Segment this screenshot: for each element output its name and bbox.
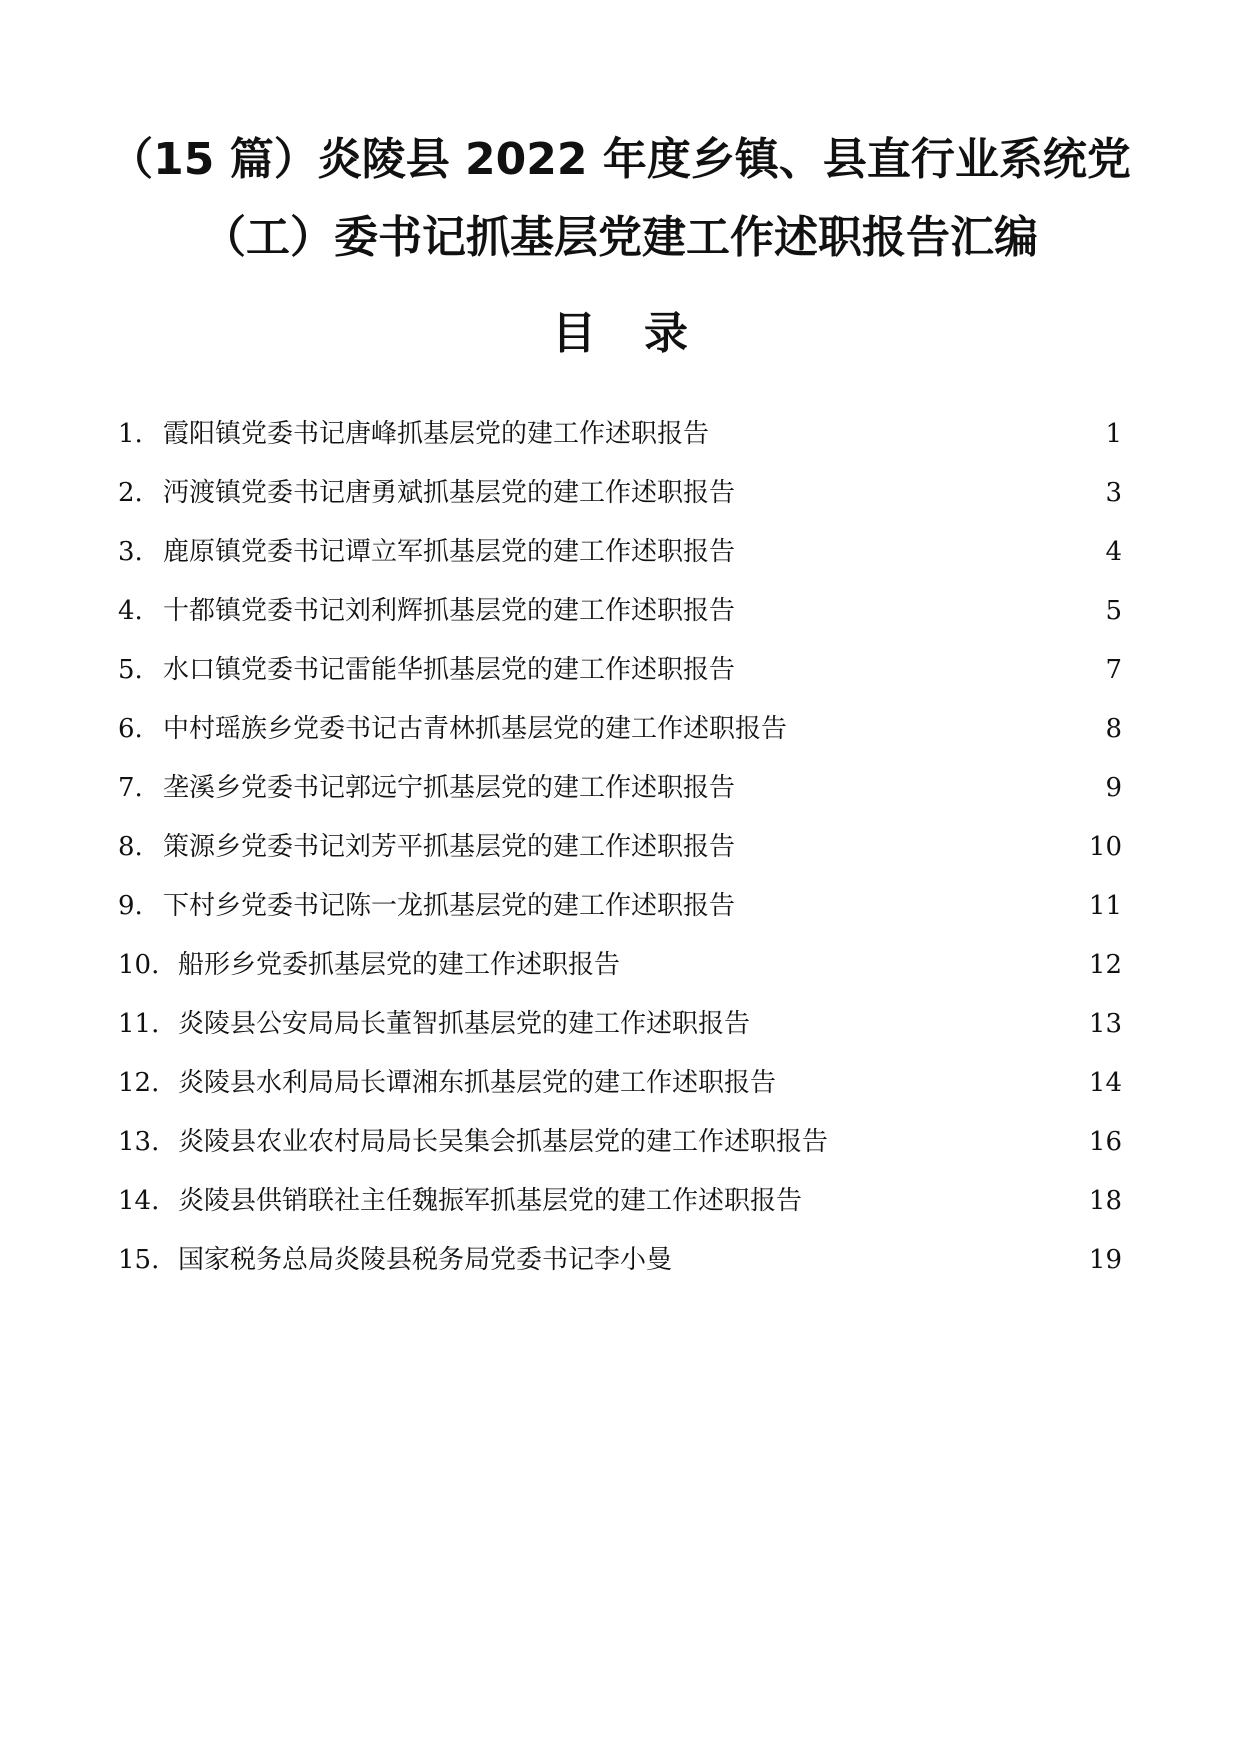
toc-entry-page: 13 [1088, 1009, 1122, 1039]
document-title-line-1: （15 篇）炎陵县 2022 年度乡镇、县直行业系统党 [109, 134, 1131, 185]
toc-entry-number: 3. [118, 537, 143, 567]
toc-entry-number: 6. [118, 714, 143, 744]
toc-entry[interactable] [118, 936, 1122, 995]
toc-entry-page: 10 [1088, 832, 1122, 862]
toc-entry-title: 中村瑶族乡党委书记古青林抓基层党的建工作述职报告 [163, 714, 788, 744]
toc-entry-page: 14 [1088, 1068, 1122, 1098]
toc-entry-title: 沔渡镇党委书记唐勇斌抓基层党的建工作述职报告 [163, 478, 736, 508]
toc-entry[interactable] [118, 759, 1122, 818]
toc-entry[interactable] [118, 877, 1122, 936]
toc-entry-title: 炎陵县农业农村局局长吴集会抓基层党的建工作述职报告 [178, 1127, 829, 1157]
toc-entry-number: 10. [118, 950, 160, 980]
toc-entry[interactable] [118, 405, 1122, 464]
toc-entry-page: 12 [1088, 950, 1122, 980]
toc-entry[interactable] [118, 523, 1122, 582]
toc-entry-number: 13. [118, 1127, 160, 1157]
toc-entry[interactable] [118, 1231, 1122, 1290]
toc-entry[interactable] [118, 641, 1122, 700]
toc-entry[interactable] [118, 1054, 1122, 1113]
toc-entry[interactable] [118, 582, 1122, 641]
toc-heading: 目录 [552, 308, 736, 359]
toc-entry-page: 1 [1105, 419, 1122, 449]
toc-entry-number: 7. [118, 773, 143, 803]
toc-entry[interactable] [118, 464, 1122, 523]
toc-entry-number: 1. [118, 419, 143, 449]
toc-entry-number: 15. [118, 1245, 160, 1275]
toc-entry-number: 12. [118, 1068, 160, 1098]
toc-entry-title: 船形乡党委抓基层党的建工作述职报告 [178, 950, 621, 980]
toc-entry-number: 5. [118, 655, 143, 685]
toc-entry-number: 9. [118, 891, 143, 921]
toc-entry-page: 7 [1105, 655, 1122, 685]
toc-entry-number: 14. [118, 1186, 160, 1216]
toc-entry-page: 3 [1105, 478, 1122, 508]
toc-entry-number: 8. [118, 832, 143, 862]
toc-entry-title: 炎陵县供销联社主任魏振军抓基层党的建工作述职报告 [178, 1186, 803, 1216]
toc-entry-page: 5 [1105, 596, 1122, 626]
toc-entry-number: 4. [118, 596, 143, 626]
toc-entry-page: 16 [1088, 1127, 1122, 1157]
toc-entry-title: 炎陵县公安局局长董智抓基层党的建工作述职报告 [178, 1009, 751, 1039]
toc-entry[interactable] [118, 700, 1122, 759]
toc-entry-page: 9 [1105, 773, 1122, 803]
toc-entry-title: 下村乡党委书记陈一龙抓基层党的建工作述职报告 [163, 891, 736, 921]
toc-entry-title: 水口镇党委书记雷能华抓基层党的建工作述职报告 [163, 655, 736, 685]
toc-entry-title: 策源乡党委书记刘芳平抓基层党的建工作述职报告 [163, 832, 736, 862]
toc-entry-title: 垄溪乡党委书记郭远宁抓基层党的建工作述职报告 [163, 773, 736, 803]
toc-entry[interactable] [118, 995, 1122, 1054]
toc-entry-page: 8 [1105, 714, 1122, 744]
toc-entry-page: 4 [1105, 537, 1122, 567]
toc-entry-title: 鹿原镇党委书记谭立军抓基层党的建工作述职报告 [163, 537, 736, 567]
toc-entry-title: 国家税务总局炎陵县税务局党委书记李小曼 [178, 1245, 673, 1275]
toc-entry-page: 18 [1088, 1186, 1122, 1216]
toc-entry[interactable] [118, 1172, 1122, 1231]
toc-entry[interactable] [118, 818, 1122, 877]
toc-entry-title: 霞阳镇党委书记唐峰抓基层党的建工作述职报告 [163, 419, 710, 449]
toc-entry-page: 19 [1088, 1245, 1122, 1275]
toc-entry-page: 11 [1088, 891, 1122, 921]
toc-entry-title: 十都镇党委书记刘利辉抓基层党的建工作述职报告 [163, 596, 736, 626]
table-of-contents [118, 405, 1122, 1290]
toc-entry[interactable] [118, 1113, 1122, 1172]
toc-entry-title: 炎陵县水利局局长谭湘东抓基层党的建工作述职报告 [178, 1068, 777, 1098]
document-title-line-2: （工）委书记抓基层党建工作述职报告汇编 [202, 212, 1038, 263]
toc-entry-number: 2. [118, 478, 143, 508]
toc-entry-number: 11. [118, 1009, 160, 1039]
